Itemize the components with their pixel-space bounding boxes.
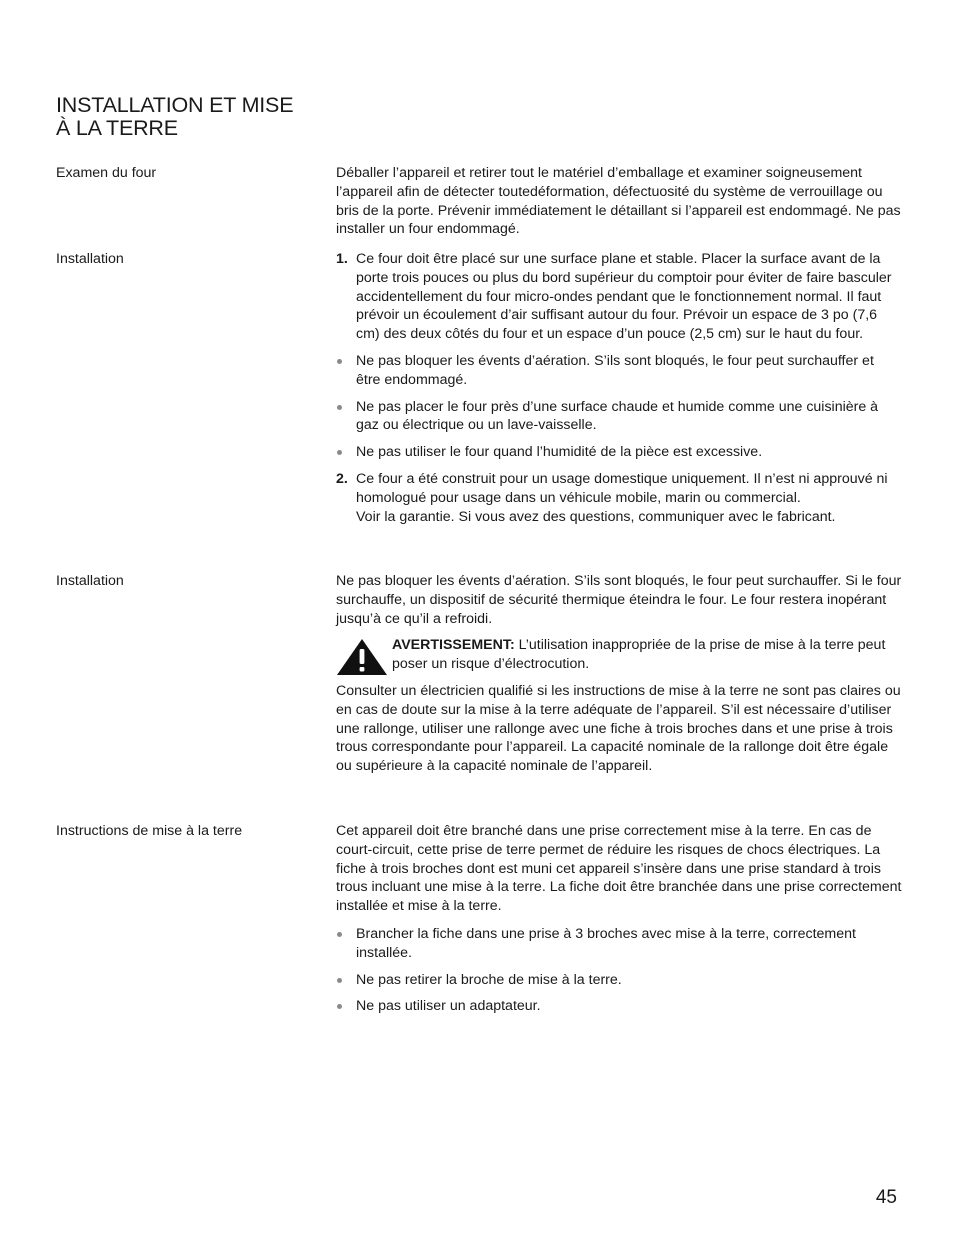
page-title-line-1: INSTALLATION ET MISE (56, 93, 294, 118)
section-body-installation-2 (336, 572, 902, 776)
page-number: 45 (875, 1187, 897, 1208)
bullet-dot (337, 1004, 342, 1009)
section-body-installation-1 (336, 250, 902, 526)
bullet-dot (337, 932, 342, 937)
section-label-instructions: Instructions de mise à la terre (56, 823, 243, 839)
item-text-1: Ce four doit être placé sur une surface plane et stable. Placer la surface avant de la porte trois pouces ou plus du bord supérieur du comptoir pour éviter de faire basculer accidentellement du four micro-ondes pendant que le fonctionnement normal. Il faut prévoir un écoulement d’air suffisant autour du four. Prévoir un espace de 3 po (7,6 cm) des deux côtés du four et un espace d’un pouce (2,5 cm) sur le haut du four. (356, 251, 892, 343)
warning-block (336, 636, 902, 674)
numbered-item-2 (336, 470, 902, 526)
bullet-item (336, 443, 902, 462)
bullet-text: Ne pas retirer la broche de mise à la terre. (356, 971, 622, 988)
warning-text (392, 636, 902, 674)
bullet-text: Ne pas bloquer les évents d’aération. S’ils sont bloqués, le four peut surchauffer et être endommagé. (356, 352, 874, 388)
item-text-2: Ce four a été construit pour un usage domestique uniquement. Il n’est ni approuvé ni homologué pour usage dans un véhicule mobile, marin ou commercial. (356, 470, 888, 506)
bullet-text: Ne pas utiliser un adaptateur. (356, 998, 541, 1015)
section-label-examen: Examen du four (56, 165, 157, 181)
bullet-text: Ne pas utiliser le four quand l’humidité de la pièce est excessive. (356, 444, 763, 461)
bullet-text: Ne pas placer le four près d’une surface chaude et humide comme une cuisinière à gaz ou électrique ou un lave-vaisselle. (356, 398, 879, 434)
bullet-item (336, 352, 902, 390)
section-label-installation-1: Installation (56, 251, 124, 267)
warning-triangle-icon (336, 638, 388, 676)
item-number-2: 2. (336, 470, 348, 487)
page-title (56, 94, 293, 140)
page-title-line-2: À LA TERRE (56, 116, 178, 141)
installation-2-paragraph-2: Consulter un électricien qualifié si les instructions de mise à la terre ne sont pas claires ou en cas de doute sur la mise à la terre adéquate de l’appareil. S’il est nécessaire d’utiliser une rallonge, utiliser une rallonge avec une fiche à trois broches dans et une prise à trois trous correspondante pour l’appareil. La capacité nominale de la rallonge doit être égale ou supérieure à la capacité nominale de l’appareil. (336, 682, 901, 775)
warning-message: L’utilisation inappropriée de la prise de mise à la terre peut poser un risque d’électrocution. (392, 637, 886, 673)
instructions-paragraph: Cet appareil doit être branché dans une prise correctement mise à la terre. En cas de court-circuit, cette prise de terre permet de réduire les risques de chocs électriques. La fiche à trois broches dont est muni cet appareil s’insère dans une prise standard à trois trous incluant une mise à la terre. La fiche doit être branchée dans une prise correctement installée et mise à la terre. (336, 823, 902, 915)
warning-label: AVERTISSEMENT: (392, 637, 515, 654)
installation-2-paragraph: Ne pas bloquer les évents d’aération. S’ils sont bloqués, le four peut surchauffer. Si le four surchauffe, un dispositif de sécurité thermique éteindra le four. Le four restera inopérant jusqu’à ce qu’il a refroidi. (336, 573, 902, 627)
bullet-dot (337, 978, 342, 983)
bullet-dot (337, 359, 342, 364)
item-number-1: 1. (336, 251, 348, 267)
bullet-item (336, 997, 902, 1016)
section-body-examen (336, 164, 902, 239)
bullet-item (336, 971, 902, 990)
section-label-installation-2: Installation (56, 573, 124, 589)
bullet-item (336, 925, 902, 963)
item-text-2-warranty: Voir la garantie. Si vous avez des questions, communiquer avec le fabricant. (356, 508, 836, 525)
bullet-text: Brancher la fiche dans une prise à 3 broches avec mise à la terre, correctement installée. (356, 925, 856, 961)
section-body-instructions (336, 822, 902, 1016)
bullet-item (336, 398, 902, 436)
bullet-dot (337, 450, 342, 455)
numbered-item-1 (336, 250, 902, 344)
bullet-dot (337, 405, 342, 410)
examen-paragraph: Déballer l’appareil et retirer tout le matériel d’emballage et examiner soigneusement l’appareil afin de détecter toutedéformation, défectuosité du système de verrouillage ou bris de la porte. Prévenir immédiatement le détaillant si l’appareil est endommagé. Ne pas installer un four endommagé. (336, 165, 901, 238)
